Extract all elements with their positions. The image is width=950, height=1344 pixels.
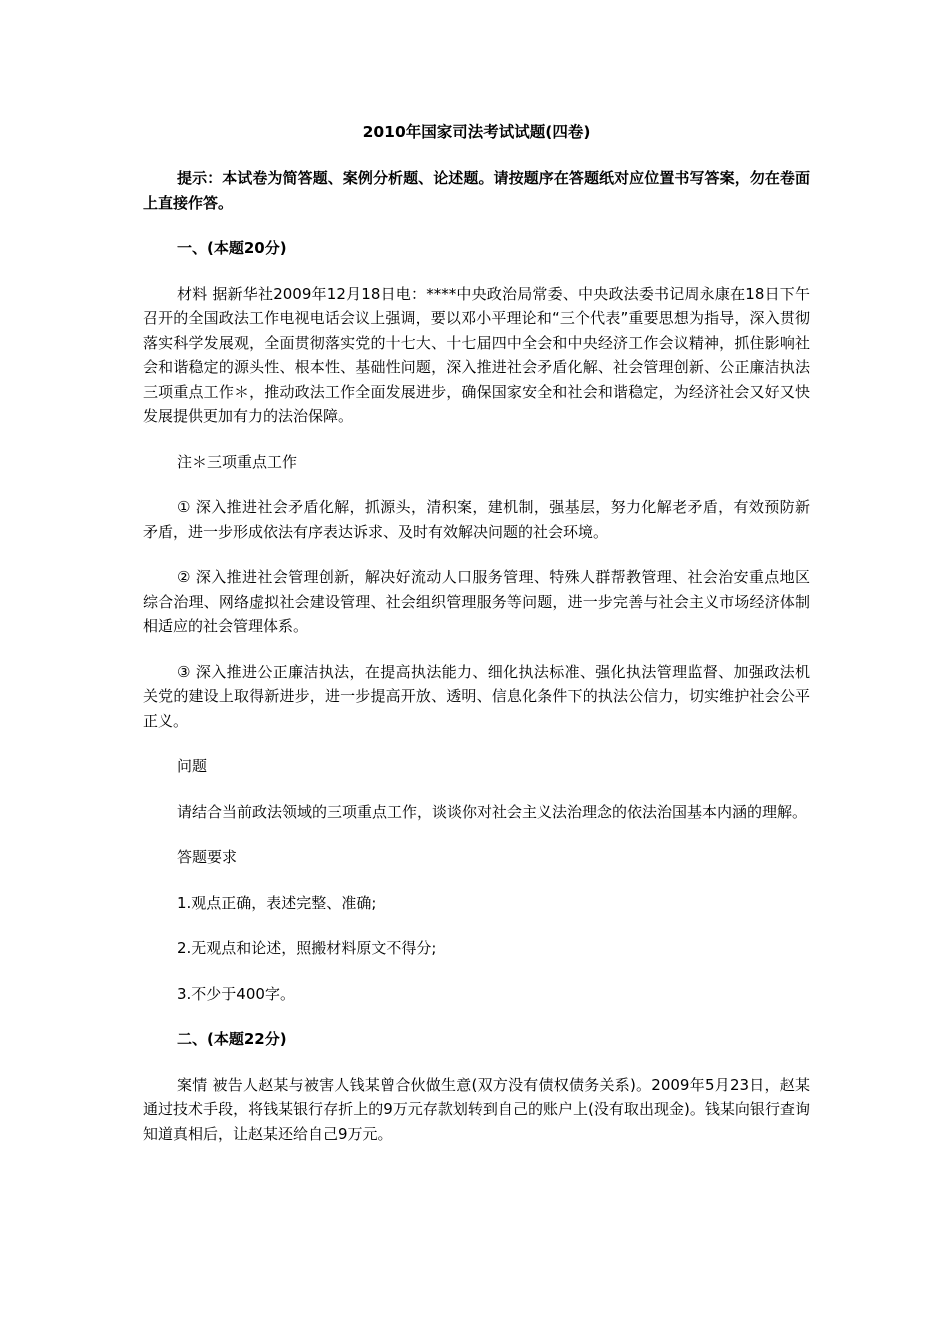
section-1-requirement-2: 2.无观点和论述，照搬材料原文不得分; [177,939,437,957]
section-1-item-1: ① 深入推进社会矛盾化解，抓源头，清积案，建机制，强基层，努力化解老矛盾，有效预防新矛盾，进一步形成依法有序表达诉求、及时有效解决问题的社会环境。 [143,498,810,541]
section-1-requirements-label: 答题要求 [177,848,238,866]
section-1-heading: 一、(本题20分) [177,239,287,257]
section-1-item-3: ③ 深入推进公正廉洁执法，在提高执法能力、细化执法标准、强化执法管理监督、加强政法机关党的建设上取得新进步，进一步提高开放、透明、信息化条件下的执法公信力，切实维护社会公平正义。 [143,662,810,730]
document-title: 2010年国家司法考试试题(四卷) [362,123,591,141]
section-1-requirement-1: 1.观点正确，表述完整、准确; [177,893,377,912]
section-1-note: 注＊三项重点工作 [177,452,298,471]
section-1-question: 请结合当前政法领域的三项重点工作，谈谈你对社会主义法治理念的依法治国基本内涵的理解。 [177,802,808,821]
document-page [143,120,810,1167]
section-1-requirement-3: 3.不少于400字。 [177,984,295,1003]
section-1-item-2: ② 深入推进社会管理创新，解决好流动人口服务管理、特殊人群帮教管理、社会治安重点地区综合治理、网络虚拟社会建设管理、社会组织管理服务等问题，进一步完善与社会主义市场经济体制相适应的社会管理体系。 [143,568,810,635]
exam-notice: 提示：本试卷为简答题、案例分析题、论述题。请按题序在答题纸对应位置书写答案，勿在卷面上直接作答。 [143,169,810,212]
section-2-heading: 二、(本题22分) [177,1030,287,1048]
section-2-case: 案情 被告人赵某与被害人钱某曾合伙做生意(双方没有债权债务关系)。2009年5月23日，赵某通过技术手段，将钱某银行存折上的9万元存款划转到自己的账户上(没有取出现金)。钱某向银行查询知道真相后，让赵某还给自己9万元。 [143,1075,810,1143]
section-1-question-label: 问题 [177,757,208,775]
section-1-material: 材料 据新华社2009年12月18日电：****中央政治局常委、中央政法委书记周永康在18日下午召开的全国政法工作电视电话会议上强调，要以邓小平理论和“三个代表”重要思想为指导，深入贯彻落实科学发展观，全面贯彻落实党的十七大、十七届四中全会和中央经济工作会议精神，抓住影响社会和谐稳定的源头性、根本性、基础性问题，深入推进社会矛盾化解、社会管理创新、公正廉洁执法三项重点工作＊，推动政法工作全面发展进步，确保国家安全和社会和谐稳定，为经济社会又好又快发展提供更加有力的法治保障。 [143,284,810,425]
